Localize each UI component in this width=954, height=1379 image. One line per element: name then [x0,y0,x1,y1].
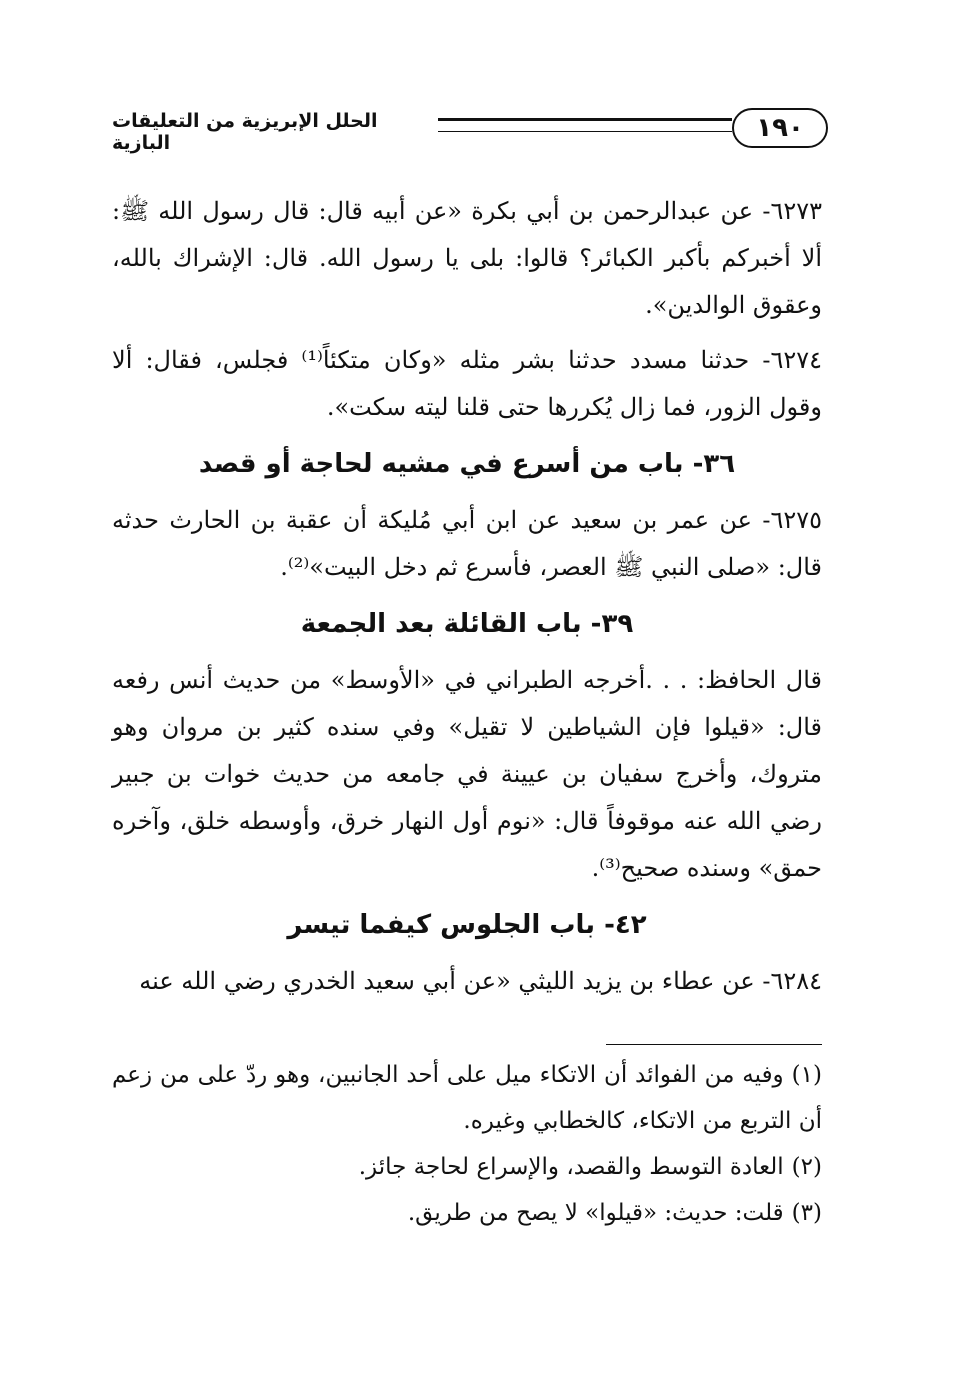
footnote-3 [112,1190,822,1236]
hadith-6284: ٦٢٨٤- عن عطاء بن يزيد الليثي «عن أبي سعيد الخدري رضي الله عنه [139,967,822,995]
footnote-number: (١) [791,1062,822,1088]
footnote-text: العادة التوسط والقصد، والإسراع لحاجة جائز. [358,1154,784,1180]
chapter-heading-39: ٣٩- باب القائلة بعد الجمعة [300,609,634,639]
footnote-separator [606,1044,822,1045]
footnote-1 [112,1052,822,1144]
hadith-6273: ٦٢٧٣- عن عبدالرحمن بن أبي بكرة «عن أبيه قال: قال رسول الله ﷺ: ألا أخبركم بأكبر الكبائر؟ قالوا: بلى يا رسول الله. قال: الإشراك بالله، وعقوق الوالدين». [112,197,822,319]
footnote-number: (٢) [791,1154,822,1180]
footnotes [112,1052,822,1236]
hadith-6275: ٦٢٧٥- عن عمر بن سعيد عن ابن أبي مُليكة أن عقبة بن الحارث حدثه قال: «صلى النبي ﷺ العصر، فأسرع ثم دخل البيت»⁽²⁾. [112,506,822,581]
hadith-6274: ٦٢٧٤- حدثنا مسدد حدثنا بشر مثله «وكان متكئاً⁽¹⁾ فجلس، فقال: ألا وقول الزور، فما زال يُكررها حتى قلنا ليته سكت». [112,346,823,421]
hafiz-commentary: قال الحافظ: . . .أخرجه الطبراني في «الأوسط» من حديث أنس رفعه قال: «قيلوا فإن الشياطين لا تقيل» وفي سنده كثير بن مروان وهو متروك، وأخرج سفيان بن عيينة في جامعه من حديث خوات بن جبير رضي الله عنه موقوفاً قال: «نوم أول النهار خرق، وأوسطه خلق، وآخره حمق» وسنده صحيح⁽³⁾. [112,666,823,882]
main-text [112,188,822,1013]
footnote-2 [112,1144,822,1190]
header-rule [438,118,732,132]
footnote-text: قلت: حديث: «قيلوا» لا يصح من طريق. [407,1200,784,1226]
chapter-heading-42: ٤٢- باب الجلوس كيفما تيسر [287,910,647,940]
chapter-heading-36: ٣٦- باب من أسرع في مشيه لحاجة أو قصد [198,449,736,479]
footnote-text: وفيه من الفوائد أن الاتكاء ميل على أحد الجانبين، وهو ردّ على من زعم أن التربع من الاتكاء، كالخطابي وغيره. [112,1062,822,1134]
page-number: ١٩٠ [732,108,828,148]
footnote-number: (٣) [791,1200,822,1226]
page-header [112,104,828,160]
running-title: الحلل الإبريزية من التعليقات البازية [112,110,378,154]
